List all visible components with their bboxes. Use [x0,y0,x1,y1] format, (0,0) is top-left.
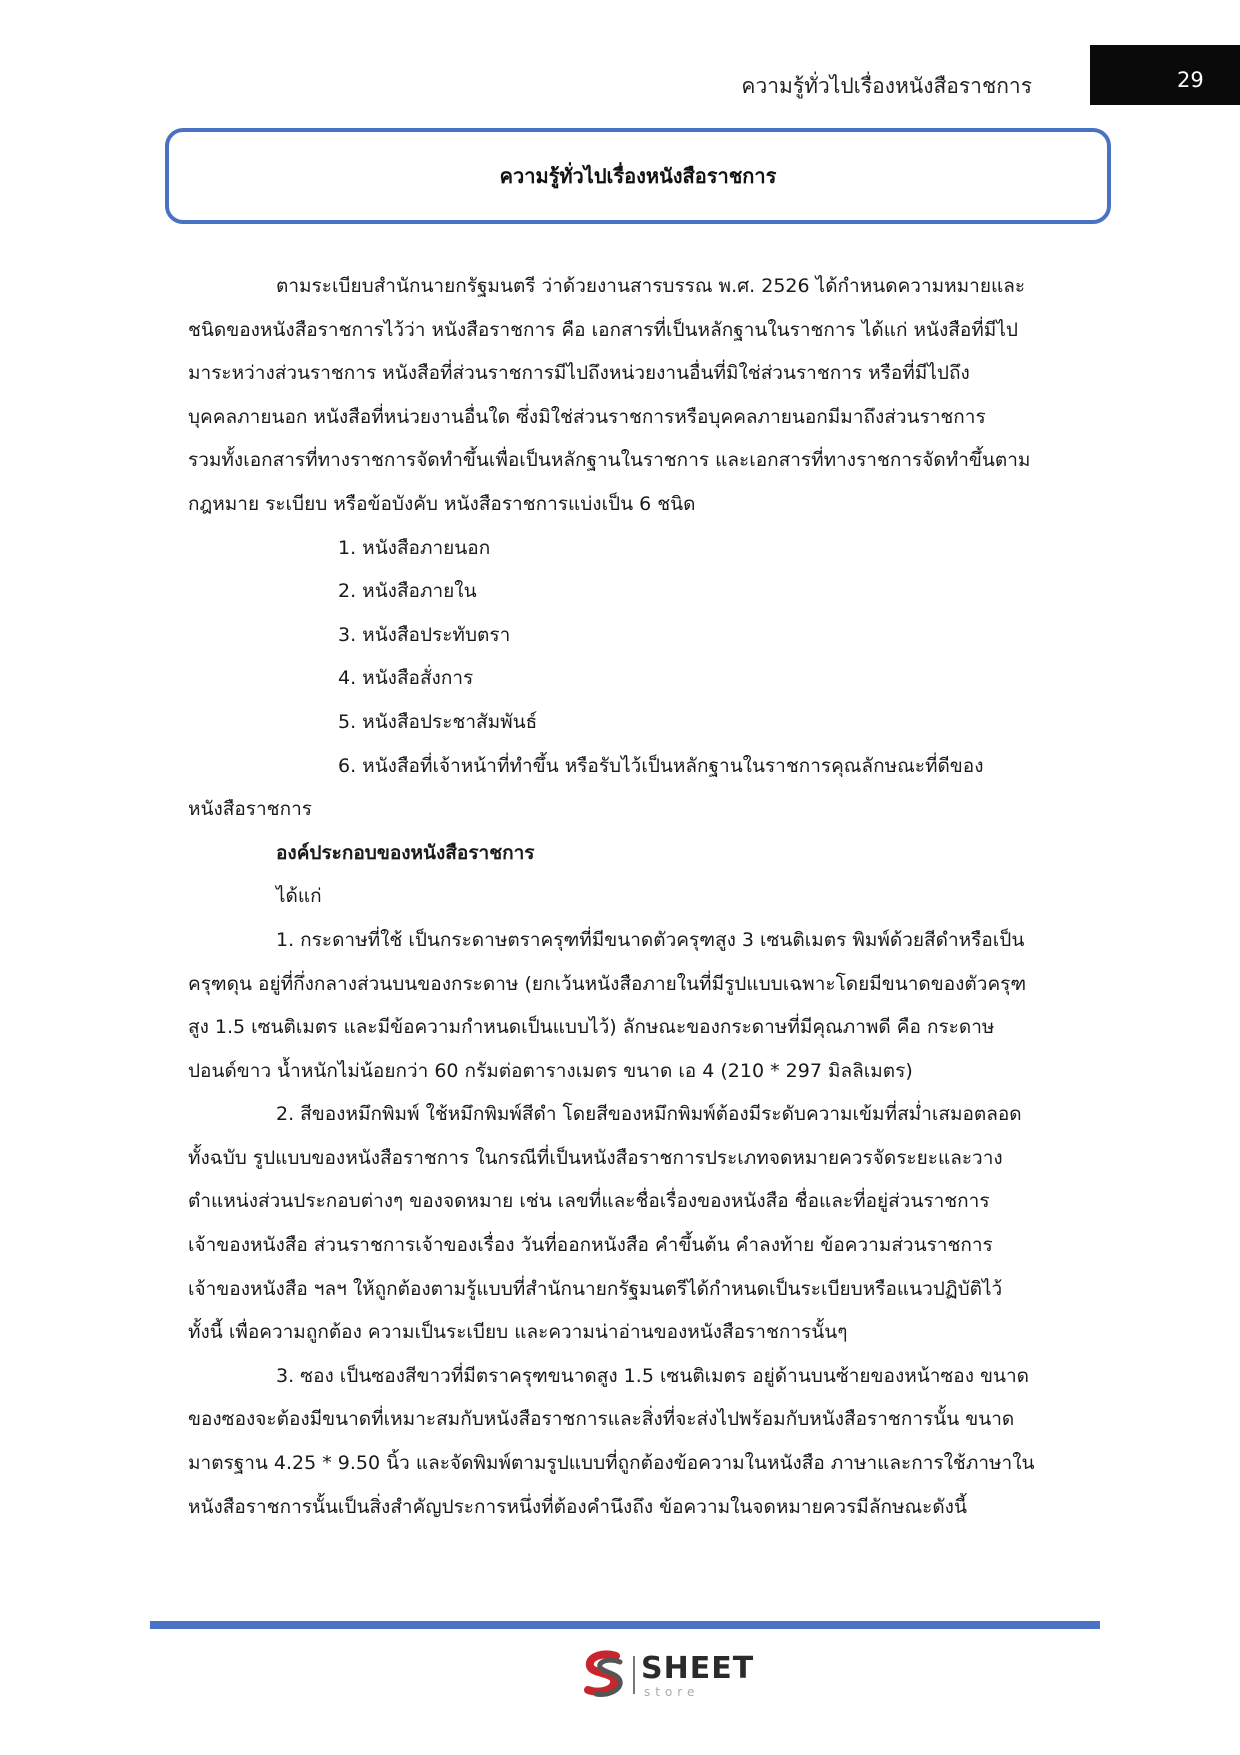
paragraph-line: ของซองจะต้องมีขนาดที่เหมาะสมกับหนังสือราชการและสิ่งที่จะส่งไปพร้อมกับหนังสือราชการนั้น ขนาด [188,1408,1015,1431]
section-title: ความรู้ทั่วไปเรื่องหนังสือราชการ [499,164,777,188]
paragraph-line: สูง 1.5 เซนติเมตร และมีข้อความกำหนดเป็นแบบไว้) ลักษณะของกระดาษที่มีคุณภาพดี คือ กระดาษ [188,1016,995,1039]
paragraph-line: มาระหว่างส่วนราชการ หนังสือที่ส่วนราชการมีไปถึงหน่วยงานอื่นที่มิใช่ส่วนราชการ หรือที่มีไปถึง [188,362,970,385]
logo-subtext: store [644,1685,700,1699]
paragraph-line: ได้แก่ [276,885,322,908]
paragraph-line: 2. สีของหมึกพิมพ์ ใช้หมึกพิมพ์สีดำ โดยสีของหมึกพิมพ์ต้องมีระดับความเข้มที่สม่ำเสมอตลอด [276,1103,1022,1126]
page-number-box [1090,45,1240,105]
paragraph-line: หนังสือราชการ [188,798,312,821]
paragraph-line: ปอนด์ขาว น้ำหนักไม่น้อยกว่า 60 กรัมต่อตารางเมตร ขนาด เอ 4 (210 * 297 มิลลิเมตร) [188,1059,913,1082]
paragraph-line: ตำแหน่งส่วนประกอบต่างๆ ของจดหมาย เช่น เลขที่และชื่อเรื่องของหนังสือ ชื่อและที่อยู่ส่วนราชการ [188,1190,990,1213]
logo-wordmark: SHEET [641,1651,755,1686]
list-item: 1. หนังสือภายนอก [338,536,491,559]
paragraph-line: 3. ซอง เป็นซองสีขาวที่มีตราครุฑขนาดสูง 1.5 เซนติเมตร อยู่ด้านบนซ้ายของหน้าซอง ขนาด [276,1364,1030,1387]
sheet-logo-icon [578,1648,630,1700]
paragraph-line: เจ้าของหนังสือ ฯลฯ ให้ถูกต้องตามรู้แบบที่สำนักนายกรัฐมนตรีได้กำหนดเป็นระเบียบหรือแนวปฏิบัติไว้ [188,1277,1003,1300]
list-item: 3. หนังสือประทับตรา [338,623,511,646]
paragraph-line: ทั้งนี้ เพื่อความถูกต้อง ความเป็นระเบียบ และความน่าอ่านของหนังสือราชการนั้นๆ [188,1321,848,1344]
paragraph-line: 1. กระดาษที่ใช้ เป็นกระดาษตราครุฑที่มีขนาดตัวครุฑสูง 3 เซนติเมตร พิมพ์ด้วยสีดำหรือเป็น [276,928,1025,951]
paragraph-line: ครุฑดุน อยู่ที่กึ่งกลางส่วนบนของกระดาษ (ยกเว้นหนังสือภายในที่มีรูปแบบเฉพาะโดยมีขนาดของตัวครุฑ [188,972,1027,995]
sheet-store-logo [578,1648,755,1700]
title-box [165,128,1111,224]
page-number: 29 [1177,68,1204,92]
running-header-title: ความรู้ทั่วไปเรื่องหนังสือราชการ [741,74,1032,98]
document-body [188,265,1088,1529]
logo-divider [633,1656,635,1694]
paragraph-line: ทั้งฉบับ รูปแบบของหนังสือราชการ ในกรณีที่เป็นหนังสือราชการประเภทจดหมายควรจัดระยะและวาง [188,1146,1003,1169]
paragraph-line: ตามระเบียบสำนักนายกรัฐมนตรี ว่าด้วยงานสารบรรณ พ.ศ. 2526 ได้กำหนดความหมายและ [276,275,1026,297]
list-item: 6. หนังสือที่เจ้าหน้าที่ทำขึ้น หรือรับไว้เป็นหลักฐานในราชการคุณลักษณะที่ดีของ [338,754,984,777]
list-item: 2. หนังสือภายใน [338,580,477,603]
list-item: 4. หนังสือสั่งการ [338,667,474,690]
paragraph-line: หนังสือราชการนั้นเป็นสิ่งสำคัญประการหนึ่งที่ต้องคำนึงถึง ข้อความในจดหมายควรมีลักษณะดังนี้ [188,1495,967,1518]
list-item: 5. หนังสือประชาสัมพันธ์ [338,710,538,733]
footer-rule [150,1621,1100,1629]
paragraph-line: รวมทั้งเอกสารที่ทางราชการจัดทำขึ้นเพื่อเป็นหลักฐานในราชการ และเอกสารที่ทางราชการจัดทำขึ้นตาม [188,449,1031,472]
subsection-heading: องค์ประกอบของหนังสือราชการ [276,841,535,864]
paragraph-line: เจ้าของหนังสือ ส่วนราชการเจ้าของเรื่อง วันที่ออกหนังสือ คำขึ้นต้น คำลงท้าย ข้อความส่วนราชการ [188,1234,993,1257]
paragraph-line: กฎหมาย ระเบียบ หรือข้อบังคับ หนังสือราชการแบ่งเป็น 6 ชนิด [188,492,696,515]
paragraph-line: บุคคลภายนอก หนังสือที่หน่วยงานอื่นใด ซึ่งมิใช่ส่วนราชการหรือบุคคลภายนอกมีมาถึงส่วนราชการ [188,405,986,428]
paragraph-line: ชนิดของหนังสือราชการไว้ว่า หนังสือราชการ คือ เอกสารที่เป็นหลักฐานในราชการ ได้แก่ หนังสือที่มีไป [188,318,1018,341]
paragraph-line: มาตรฐาน 4.25 * 9.50 นิ้ว และจัดพิมพ์ตามรูปแบบที่ถูกต้องข้อความในหนังสือ ภาษาและการใช้ภาษาใน [188,1452,1035,1475]
